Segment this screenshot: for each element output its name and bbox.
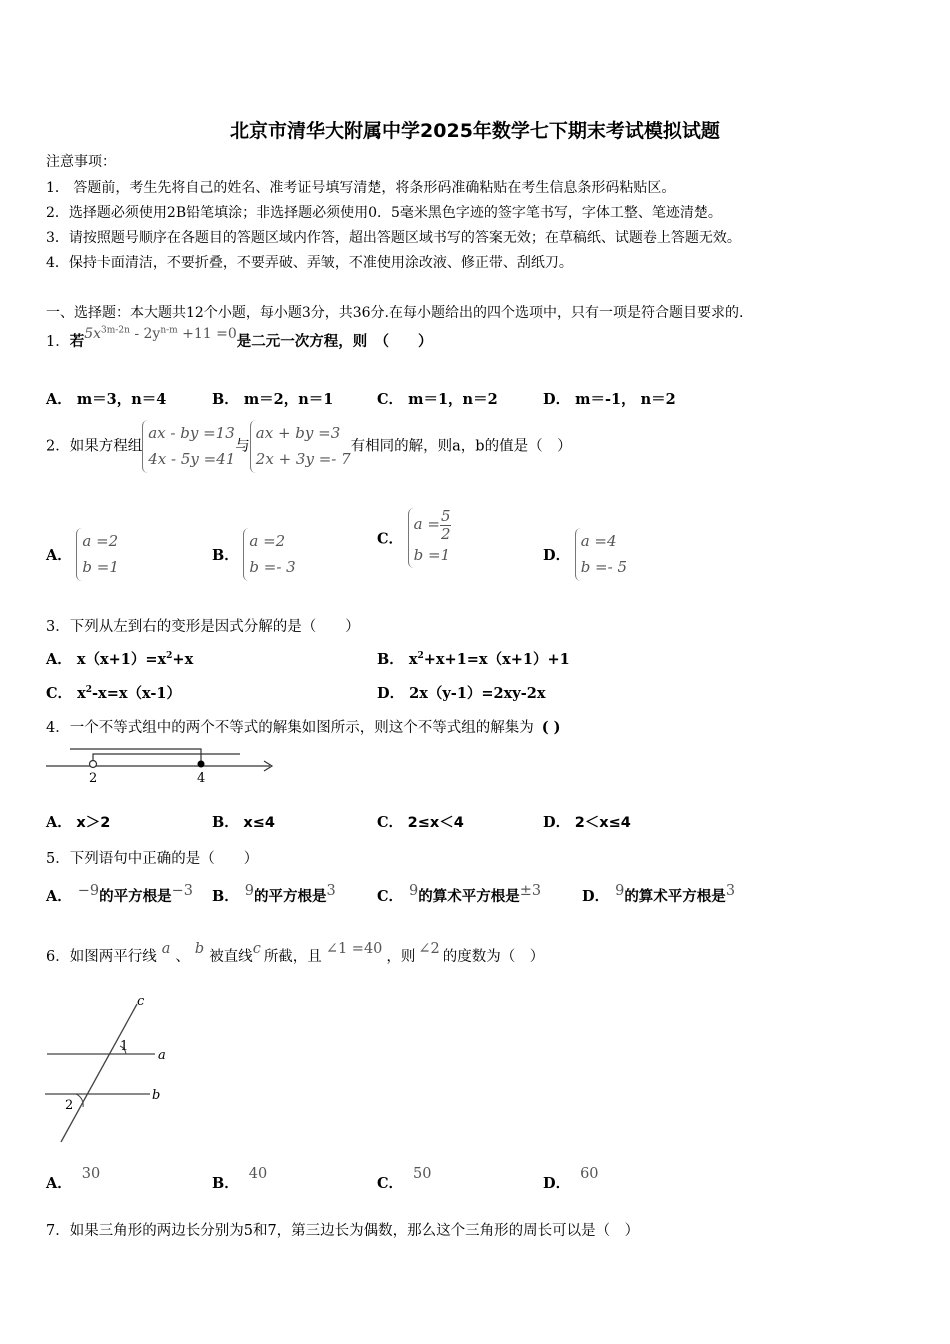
q2-pre: 如果方程组: [69, 438, 143, 455]
number-line-figure: [44, 744, 276, 786]
label-angle-2: 2: [65, 1098, 74, 1113]
option-c[interactable]: C． $x^2-x=x(x-1)$: [46, 685, 181, 702]
question-2: [46, 420, 572, 473]
option-b[interactable]: B． x≤4: [212, 814, 275, 831]
q2-post: 有相同的解，则a，b的值是（ ）: [350, 438, 572, 455]
q1-post: 是二元一次方程，则 （ ）: [236, 333, 433, 350]
equation-system-2: ax + by =3 2x + 3y =- 7: [250, 420, 351, 473]
q2-mid: 与: [235, 438, 250, 455]
option-d[interactable]: D． a =4 b =- 5: [543, 528, 627, 581]
option-a[interactable]: A． $x(x+1)=x^2+x$: [46, 651, 194, 668]
question-number: 1．: [46, 334, 70, 350]
note-item: 3．请按照题号顺序在各题目的答题区域内作答，超出答题区域书写的答案无效；在草稿纸、试题卷上答题无效。: [46, 230, 741, 246]
eq-exp-b: n-m: [160, 325, 178, 336]
label-c: c: [137, 994, 145, 1009]
page-title: 北京市清华大附属中学2025年数学七下期末考试模拟试题: [230, 120, 720, 142]
option-b[interactable]: B．40: [212, 1166, 268, 1192]
question-5: 5．下列语句中正确的是（ ）: [46, 851, 259, 867]
notes-heading: 注意事项：: [46, 154, 116, 170]
closed-point-icon: [198, 761, 205, 768]
question-6: 6．如图两平行线 a 、 b 被直线c 所截，且 ∠1 =40 ，则 ∠2 的度数为（ ）: [46, 941, 545, 965]
tick-label-4: 4: [197, 771, 206, 786]
open-point-icon: [90, 761, 97, 768]
question-7: 7．如果三角形的两边长分别为5和7，第三边长为偶数，那么这个三角形的周长可以是（ ）: [46, 1223, 640, 1239]
option-a[interactable]: A． −9的平方根是−3: [46, 883, 194, 905]
option-a[interactable]: A． a =2 b =1: [46, 528, 119, 581]
question-1: [46, 325, 433, 351]
solution-ray-1: [93, 754, 240, 766]
transversal-c: [61, 1004, 137, 1142]
option-d[interactable]: D． m＝-1， n＝2: [543, 391, 676, 408]
option-c[interactable]: C． m＝1，n＝2: [377, 391, 498, 408]
option-d[interactable]: D． 9的算术平方根是3: [582, 883, 736, 905]
section-heading: 一、选择题：本大题共12个小题，每小题3分，共36分.在每小题给出的四个选项中，只有一项是符合题目要求的.: [46, 305, 744, 321]
option-c[interactable]: C． 9的算术平方根是±3: [377, 883, 542, 905]
option-c[interactable]: C． 2≤x＜4: [377, 814, 464, 831]
option-d[interactable]: D． 2x（y-1）=2xy-2x: [377, 685, 546, 702]
eq-term-b: - 2y: [129, 326, 161, 342]
option-a[interactable]: A．30: [46, 1166, 101, 1192]
eq-exp-a: 3m-2n: [101, 325, 130, 336]
option-b[interactable]: B． $x^2+x+1=x(x+1)+1$: [377, 651, 570, 668]
label-a: a: [158, 1048, 166, 1063]
option-c[interactable]: C．50: [377, 1166, 432, 1192]
q1-pre: 若: [69, 333, 85, 350]
note-item: 4．保持卡面清洁，不要折叠，不要弄破、弄皱，不准使用涂改液、修正带、刮纸刀。: [46, 255, 573, 271]
note-item: 1． 答题前，考生先将自己的姓名、准考证号填写清楚，将条形码准确粘贴在考生信息条形码粘贴区。: [46, 180, 676, 196]
question-4: 4．一个不等式组中的两个不等式的解集如图所示，则这个不等式组的解集为 ( ): [46, 719, 561, 736]
label-angle-1: 1: [120, 1039, 129, 1054]
option-a[interactable]: A． x＞2: [46, 814, 111, 831]
option-b[interactable]: B． a =2 b =- 3: [212, 528, 296, 581]
option-d[interactable]: D．60: [543, 1166, 599, 1192]
eq-term-c: +11 =0: [177, 326, 237, 342]
option-b[interactable]: B． m＝2，n＝1: [212, 391, 334, 408]
tick-label-2: 2: [89, 771, 98, 786]
question-3: 3．下列从左到右的变形是因式分解的是（ ）: [46, 619, 360, 635]
option-d[interactable]: D． 2＜x≤4: [543, 814, 631, 831]
option-c[interactable]: C． a = $\frac{5}{2}$ b =1: [377, 508, 451, 568]
parallel-lines-figure: [40, 990, 180, 1145]
fraction: $\frac{5}{2}$: [440, 507, 451, 543]
label-b: b: [152, 1088, 161, 1103]
note-item: 2．选择题必须使用2B铅笔填涂；非选择题必须使用0．5毫米黑色字迹的签字笔书写，字体工整、笔迹清楚。: [46, 205, 722, 221]
option-b[interactable]: B． 9的平方根是3: [212, 883, 336, 905]
angle-2-arc: [76, 1094, 83, 1107]
question-number: 2．: [46, 438, 70, 455]
eq-term-a: 5x: [84, 326, 102, 342]
q1-equation: [84, 326, 237, 342]
equation-system-1: ax - by =13 4x - 5y =41: [142, 420, 235, 473]
option-a[interactable]: A． m＝3，n＝4: [46, 391, 167, 408]
